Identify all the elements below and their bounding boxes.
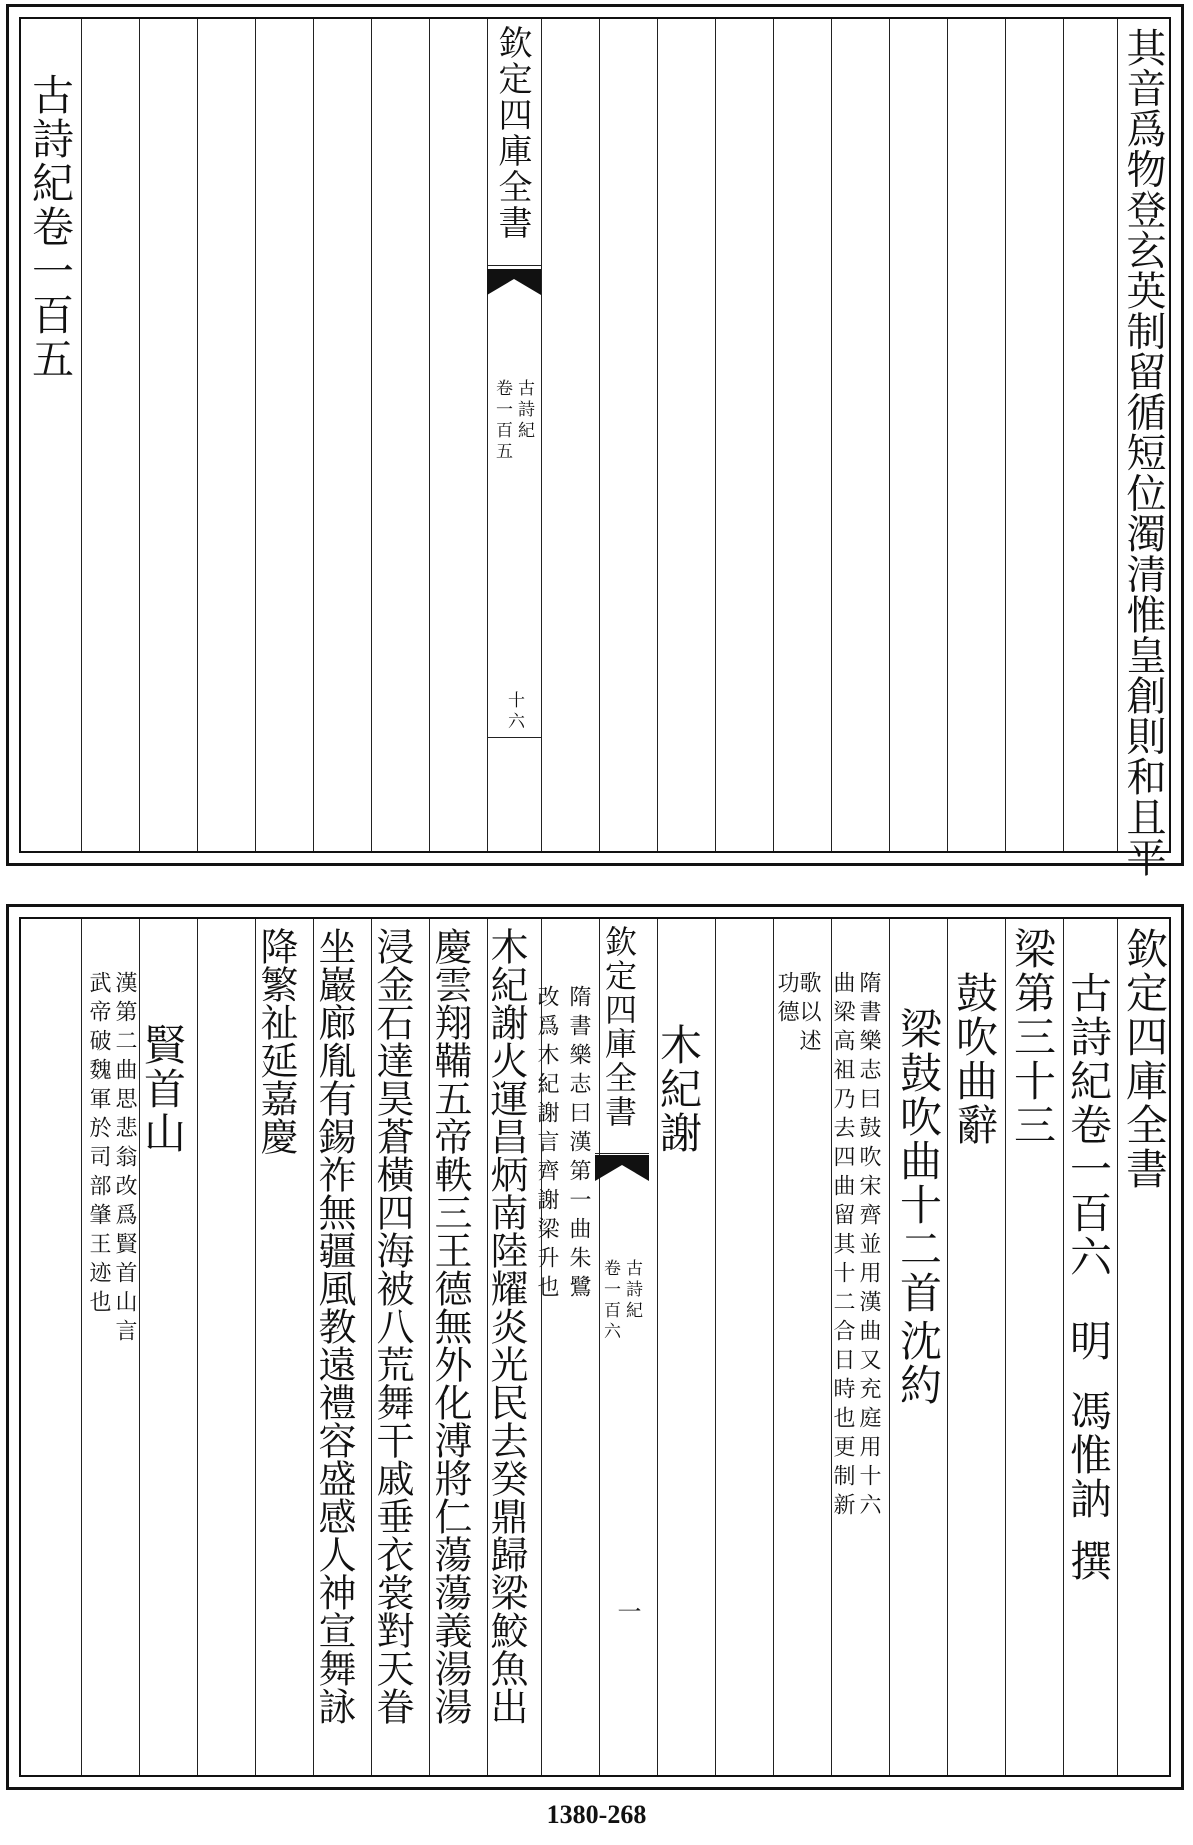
author-role: 撰 (1064, 1539, 1113, 1583)
top-center-folio: 十六 (504, 691, 524, 733)
fish-tail-ornament (595, 1155, 649, 1185)
commentary-line-3: 歌以述 (796, 971, 821, 1058)
column-rule (889, 919, 890, 1775)
column-rule (313, 19, 314, 851)
poem-title-column: 木紀謝 (654, 1023, 703, 1155)
commentary-line-2: 曲梁高祖乃去四曲留其十二合日時也更制新 (830, 971, 855, 1522)
column-rule (197, 19, 198, 851)
column-rule (139, 19, 140, 851)
bottom-center-section-title: 古詩紀 (622, 1259, 642, 1322)
blank-mark (601, 499, 641, 559)
column-rule (599, 19, 600, 851)
bottom-right-col-1: 欽定四庫全書 (1120, 927, 1169, 1191)
top-center-section-title: 古詩紀 (514, 379, 534, 442)
column-rule (1005, 19, 1006, 851)
dynasty-heading: 梁第三十三 (1008, 927, 1057, 1147)
annotation-line-2: 改爲木紀謝言齊謝梁升也 (534, 985, 559, 1304)
column-rule (81, 919, 82, 1775)
column-rule (371, 19, 372, 851)
poem-author: 沈約 (894, 1319, 943, 1407)
commentary-line-1: 隋書樂志曰鼓吹宋齊並用漢曲又充庭用十六 (856, 971, 881, 1522)
column-rule (429, 19, 430, 851)
column-rule (541, 19, 542, 851)
column-rule (1117, 919, 1118, 1775)
bottom-center-section-volume: 卷一百六 (600, 1259, 620, 1343)
folio-rule (487, 737, 541, 738)
column-rule (715, 19, 716, 851)
column-rule (1117, 19, 1118, 851)
book-title-column: 古詩紀卷一百六 (1064, 971, 1113, 1279)
fish-tail-ornament (487, 269, 541, 299)
column-rule (715, 919, 716, 1775)
commentary-line-4: 功德 (774, 971, 799, 1029)
column-rule (197, 919, 198, 1775)
poem-series-heading: 梁鼓吹曲十二首 (894, 1007, 943, 1315)
top-page-frame (19, 17, 1171, 878)
poem-text-line-4: 坐巖廊胤有錫祚無疆風教遠禮容盛感人神宣舞詠 (312, 927, 356, 1725)
column-rule (1063, 19, 1064, 851)
top-left-text-column: 古詩紀卷一百五 (26, 73, 75, 381)
column-rule (831, 19, 832, 851)
column-rule (889, 19, 890, 851)
annotation-line-4: 武帝破魏軍於司部肇王迹也 (86, 971, 111, 1319)
author-dynasty: 明 (1064, 1319, 1113, 1363)
genre-heading: 鼓吹曲辭 (950, 971, 999, 1147)
poem-text-line-1: 木紀謝火運昌炳南陸耀炎光民去癸鼎歸梁鮫魚出 (484, 927, 528, 1725)
column-rule (657, 19, 658, 851)
bottom-page-frame (19, 917, 1171, 1777)
top-page (6, 4, 1184, 878)
column-rule (773, 19, 774, 851)
author-name: 馮惟訥 (1064, 1389, 1113, 1521)
poem-title-xianshoushan: 賢首山 (138, 1023, 187, 1155)
page-footer-number: 1380-268 (546, 1800, 647, 1829)
top-center-banner (487, 19, 541, 739)
poem-text-line-3: 浸金石達昊蒼橫四海被八荒舞干戚垂衣裳對天眷 (370, 927, 414, 1725)
column-rule (773, 919, 774, 1775)
top-right-text-column: 其音爲物登玄英制留循短位濁清惟皇創則和且平 (1120, 27, 1166, 878)
top-center-section-volume: 卷一百五 (492, 379, 512, 463)
annotation-line-1: 隋書樂志曰漢第一曲朱鷺 (566, 985, 591, 1304)
bottom-center-header: 欽定四庫全書 (600, 925, 638, 1129)
column-rule (81, 19, 82, 851)
column-rule (1005, 919, 1006, 1775)
bottom-center-banner (595, 919, 649, 1679)
poem-text-line-2: 慶雲翔鞴五帝軼三王德無外化溥將仁蕩蕩義湯湯 (428, 927, 472, 1725)
annotation-line-3: 漢第二曲思悲翁改爲賢首山言 (112, 971, 137, 1348)
bottom-center-folio: 一 (613, 1599, 641, 1627)
bottom-page (6, 904, 1184, 1790)
poem-text-line-5: 降繁祉延嘉慶 (254, 927, 298, 1155)
column-rule (947, 919, 948, 1775)
column-rule (947, 19, 948, 851)
column-rule (255, 19, 256, 851)
top-center-header: 欽定四庫全書 (492, 25, 532, 241)
